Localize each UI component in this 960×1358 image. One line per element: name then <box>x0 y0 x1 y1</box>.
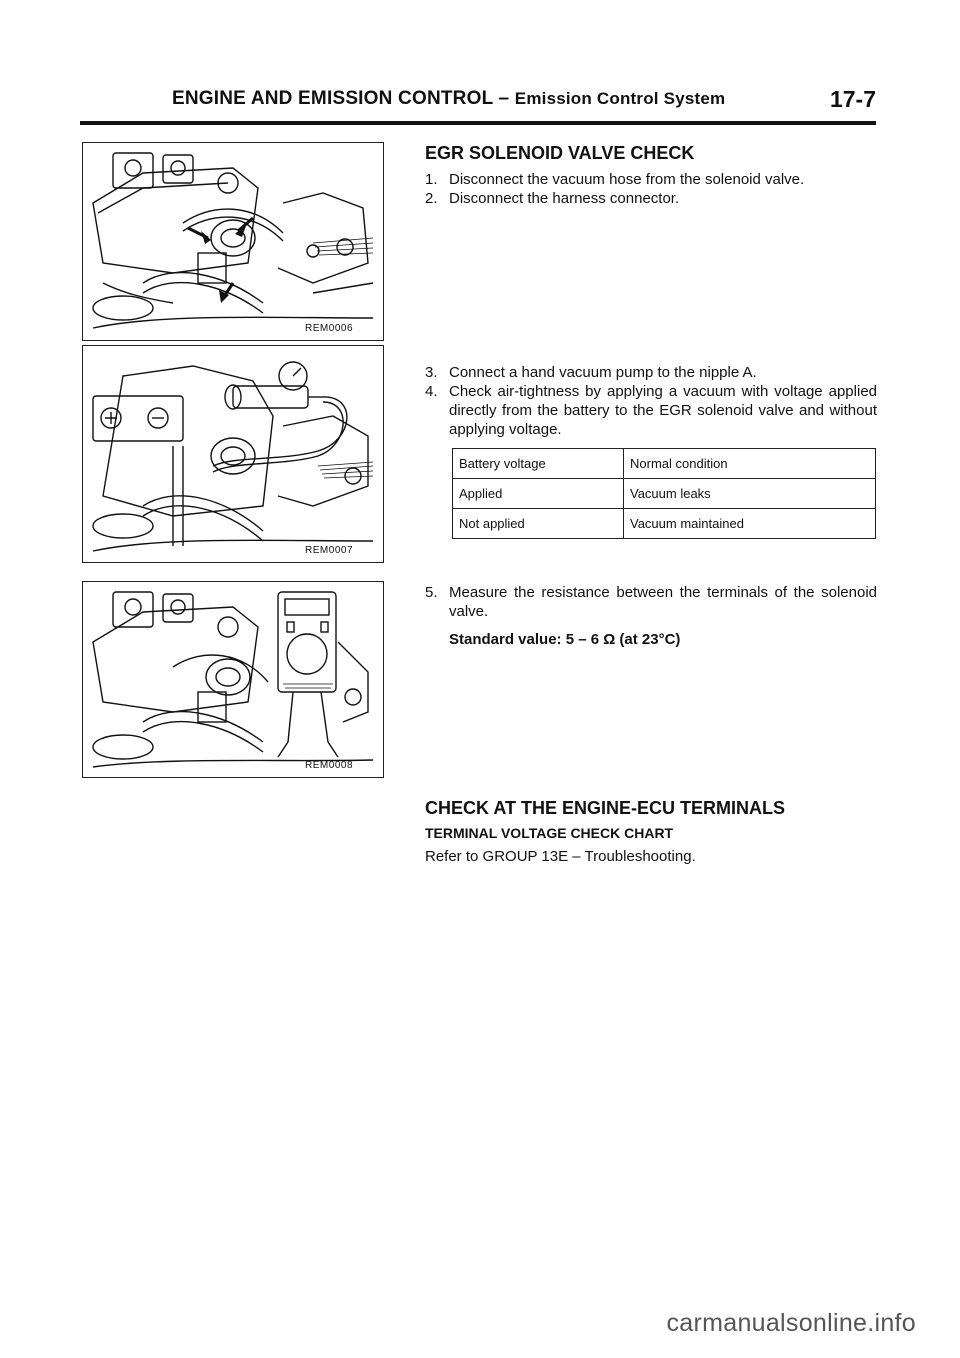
table-header-cell: Battery voltage <box>453 449 624 479</box>
step-3 <box>425 363 877 382</box>
page-header <box>80 88 876 118</box>
header-dash: – <box>498 88 510 109</box>
figure-resistance-measurement <box>82 581 384 778</box>
ecu-section-title: CHECK AT THE ENGINE-ECU TERMINALS <box>425 798 785 818</box>
figure-code: REM0008 <box>305 760 353 771</box>
step-number: 2. <box>425 190 438 207</box>
table-cell: Vacuum leaks <box>624 479 876 509</box>
ecu-section-subtitle: TERMINAL VOLTAGE CHECK CHART <box>425 825 674 841</box>
step-2 <box>425 189 877 208</box>
standard-value: Standard value: 5 – 6 Ω (at 23°C) <box>449 631 681 648</box>
table-cell: Vacuum maintained <box>624 509 876 539</box>
table-cell: Not applied <box>453 509 624 539</box>
step-4 <box>425 382 877 439</box>
page-number: 17-7 <box>829 86 876 112</box>
header-main-text: ENGINE AND EMISSION CONTROL <box>172 88 494 109</box>
ecu-section <box>425 798 877 866</box>
step-number: 3. <box>425 364 438 381</box>
table-cell: Applied <box>453 479 624 509</box>
header-title <box>172 88 725 110</box>
table-header-row <box>453 449 876 479</box>
table-row <box>453 509 876 539</box>
step-number: 1. <box>425 171 438 188</box>
egr-section <box>425 143 877 208</box>
header-rule <box>80 121 876 125</box>
engine-illustration-1 <box>83 143 383 340</box>
watermark: carmanualsonline.info <box>666 1309 916 1337</box>
step-text: Measure the resistance between the terminals of the solenoid valve. <box>449 584 877 620</box>
ecu-section-text: Refer to GROUP 13E – Troubleshooting. <box>425 848 696 865</box>
egr-steps-3-4 <box>425 363 877 439</box>
step-number: 4. <box>425 383 438 400</box>
figure-solenoid-valve-hose <box>82 142 384 341</box>
engine-illustration-3 <box>83 582 383 777</box>
step-1 <box>425 170 877 189</box>
table-row <box>453 479 876 509</box>
step-5 <box>425 583 877 621</box>
step-text: Connect a hand vacuum pump to the nipple A. <box>449 364 757 381</box>
vacuum-check-table <box>452 448 876 539</box>
step-text: Disconnect the harness connector. <box>449 190 680 207</box>
egr-step-5 <box>425 583 877 648</box>
figure-code: REM0007 <box>305 545 353 556</box>
table-header-cell: Normal condition <box>624 449 876 479</box>
step-number: 5. <box>425 584 438 601</box>
step-text: Disconnect the vacuum hose from the solenoid valve. <box>449 171 805 188</box>
header-subtitle: Emission Control System <box>514 89 726 108</box>
figure-hand-vacuum-pump <box>82 345 384 563</box>
figure-code: REM0006 <box>305 323 353 334</box>
step-text: Check air-tightness by applying a vacuum with voltage applied directly from the battery to the EGR solenoid valve and without applying voltage. <box>449 383 877 438</box>
engine-illustration-2 <box>83 346 383 562</box>
egr-section-title: EGR SOLENOID VALVE CHECK <box>425 143 695 163</box>
